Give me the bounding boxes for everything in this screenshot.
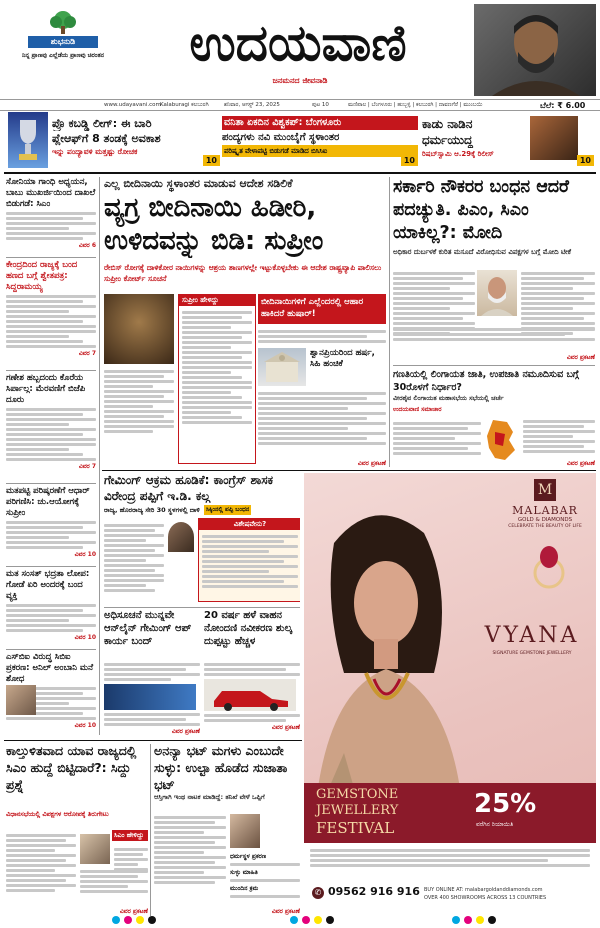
gaming-more[interactable]: ವಿವರ ಪ್ರಕಟಣೆ — [171, 728, 200, 735]
festival-line2: JEWELLERY — [316, 803, 399, 818]
bhat-item: ಧರ್ಮಸ್ಥಳ ಪ್ರಕರಣ — [230, 853, 267, 860]
left-column — [6, 177, 96, 737]
cm-story[interactable] — [6, 742, 148, 918]
actor-portrait — [474, 4, 596, 96]
ed-deck: ರಾಜ್ಯ, ಹೊರರಾಜ್ಯ ಸೇರಿ 30 ಸ್ಥಳಗಳಲ್ಲಿ ದಾಳಿ — [104, 505, 200, 514]
story-more[interactable]: ವಿವರ 10 — [74, 634, 96, 641]
page-count: ಪುಟ 10 — [312, 102, 329, 108]
site-url[interactable]: www.udayavani.com — [104, 102, 161, 108]
left-logo — [8, 8, 118, 94]
divider — [4, 172, 596, 174]
ed-headline: ಗೇಮಿಂಗ್ ಆಕ್ರಮ ಹೂಡಿಕೆ: ಕಾಂಗ್ರೆಸ್ ಶಾಸಕ ವಿರೇಂದ್ರ ಪಪ್ಪಿಗೆ ಇ.ಡಿ. ಕಲ್ಗ — [104, 473, 274, 503]
lead-more[interactable]: ವಿವರ ಪ್ರಕಟಣೆ — [357, 460, 386, 467]
festival-line3: FESTIVAL — [316, 819, 395, 837]
teaser-trophy — [8, 112, 48, 168]
ad-phone[interactable]: 09562 916 916 — [328, 885, 420, 898]
story-headline: ಮತ ಸಂಸತ್ ಭದ್ರತಾ ಲೋಪ: ಗೋಡೆ ಏರಿ ಅಂದರಕ್ಕೆ ಬಂದ ವ್ಯಕ್ತಿ — [6, 569, 90, 601]
lead-deck: ರೇಬಿಸ್ ರೋಗಕ್ಕೆ ದಾಳಿಕೋರ ನಾಯಿಗಳನ್ನು ಆಶ್ರಯ ತಾಣಗಳಲ್ಲೇ ಇಟ್ಟುಕೊಳ್ಳಬೇಕು ಈ ಆದೇಶ ರಾಷ್ಟ್ರವ್ಯಾಪಿ ಪಾಲಿಸಲು ಸುಪ್ರೀಂ ಕೋರ್ಟ್ ಸೂಚನೆ — [104, 263, 382, 283]
bhat-headline: ಅನನ್ಯಾ ಭಟ್ ಮಗಳು ಎಂಬುದೇ ಸುಳ್ಳು: ಉಲ್ಟಾ ಹೊಡೆದ ಸುಜಾತಾ ಭಟ್ — [154, 743, 288, 792]
story-headline: ಮತಪಟ್ಟಿ ಪರಿಷ್ಕರಣೆಗೆ ಆಧಾರ್ ಪರಿಗಣಿಸಿ: ಚು.ಆಯೋಗಕ್ಕೆ ಸುಪ್ರೀಂ — [6, 486, 90, 518]
malabar-ad[interactable] — [304, 473, 596, 913]
bhat-photo — [230, 814, 260, 848]
teaser-sub: ಇನ್ನು ಪಂದ್ಯಾವಳಿ ಮತ್ತಷ್ಟು ರೋಚಕ — [52, 147, 138, 156]
cm-deck: ವಿಧಾನಸಭೆಯಲ್ಲಿ ವಿಪಕ್ಷಗಳ ಆರೋಪಕ್ಕೆ ತಿರುಗೇಟು — [6, 810, 109, 818]
story-more[interactable]: ವಿವರ 7 — [78, 350, 96, 357]
column-rule — [99, 177, 100, 735]
masthead-tagline: ಜನಮನದ ಜೀವನಾಡಿ — [272, 76, 328, 85]
pm-photo — [477, 270, 517, 316]
logo-text: ನಿನ್ನ ಪ್ರಾಣವು ಎಲ್ಲೆಡೆಯ ಪ್ರಾಣವು ಚಿರಂತನ — [22, 52, 104, 59]
ed-story[interactable] — [104, 472, 300, 604]
caste-deck: ವೀರಶೈವ ಲಿಂಗಾಯತ ಮಹಾಸಭೆಯ ಸಭೆಯಲ್ಲಿ ಚರ್ಚೆ — [393, 394, 504, 402]
left-story[interactable] — [6, 652, 96, 737]
teaser-title: ವನಿತಾ ಏಕದಿನ ವಿಶ್ವಕಪ್: ಬೆಂಗಳೂರು — [222, 116, 418, 130]
story-headline: ಸೋನಿಯಾ ಗಾಂಧಿ ಅಧ್ಯಯನ, ಬಾಬು ಮುಖರ್ಜಿಯಿಂದ ದಾಖಲೆ ಬಿಡುಗಡೆ: ಸಿಎಂ — [6, 177, 96, 209]
ad-web[interactable]: BUY ONLINE AT: malabargoldanddiamonds.com — [424, 887, 543, 893]
pm-story[interactable] — [393, 176, 595, 362]
lead-headline: ವ್ಯಗ್ರ ಬೀದಿನಾಯಿ ಹಿಡೀರಿ, ಉಳಿದವನ್ನು ಬಿಡಿ: ಸುಪ್ರೀಂ — [104, 193, 324, 256]
brand-emblem: M — [534, 479, 556, 501]
caste-headline: ಗಣತಿಯಲ್ಲಿ ಲಿಂಗಾಯತ ಜಾತಿ, ಉಪಜಾತಿ ನಮೂದಿಸುವ ಬಗ್ಗೆ 30ರೊಳಗೆ ನಿರ್ಧಾರ? — [393, 369, 579, 393]
lead-story[interactable] — [104, 176, 386, 468]
vehicle-story[interactable] — [204, 609, 300, 737]
logo-caption: ಶುಭನುಡಿ — [28, 36, 98, 48]
price: ಬೆಲೆ: ₹ 6.00 — [540, 101, 586, 110]
vehicle-more[interactable]: ವಿವರ ಪ್ರಕಟಣೆ — [271, 724, 300, 731]
bhat-more[interactable]: ವಿವರ ಪ್ರಕಟಣೆ — [271, 908, 300, 915]
caste-more[interactable]: ವಿವರ ಪ್ರಕಟಣೆ — [566, 460, 595, 467]
teaser-page: 10 — [203, 155, 220, 166]
bhat-deck: ಆಸ್ತಿಗಾಗಿ ಇಂಥ ನಾಟಕ ಮಾಡಿದ್ದೆ: ತನಿಖೆ ವೇಳೆ ಒಪ್ಪಿಗೆ — [154, 793, 265, 801]
masthead-title: ಉದಯವಾಣಿ — [189, 14, 407, 72]
pm-more[interactable]: ವಿವರ ಪ್ರಕಟಣೆ — [566, 354, 595, 361]
teaser-line2: ಪ್ಲೇಆಫ್‌ಗೆ 8 ತಂಡಕ್ಕೆ ಅವಕಾಶ — [52, 132, 161, 145]
lead-subhead: ಬೀದಿನಾಯಿಗಳಿಗೆ ಎಲ್ಲೆಂದರಲ್ಲಿ ಆಹಾರ ಹಾಕಿದರೆ ಹುಷಾರ್! — [258, 294, 386, 324]
brand-block — [500, 479, 590, 529]
cm-more[interactable]: ವಿವರ ಪ್ರಕಟಣೆ — [119, 908, 148, 915]
lead-kicker: ಎಲ್ಲ ಬೀದಿನಾಯಿ ಸ್ಥಳಾಂತರ ಮಾಡುವ ಆದೇಶ ಸಡಿಲಿಕೆ — [104, 177, 293, 190]
story-headline: ಎಸ್‌ಬಿಐ ವಿರುದ್ಧ ಸಿಬಿಐ ಪ್ರಕರಣ: ಅನಿಲ್ ಅಂಬಾನಿ ಮನೆ ಶೋಧ — [6, 652, 94, 684]
brand-line: CELEBRATE THE BEAUTY OF LIFE — [508, 524, 582, 529]
teaser-kabaddi[interactable] — [52, 116, 220, 168]
teaser-film[interactable] — [422, 116, 594, 168]
divider — [393, 365, 595, 366]
pm-deck: ಅಧಿಕಾರ ದುರ್ಬಳಕೆ ಕುರಿತ ಮಸೂದೆ ವಿರೋಧಿಸುವ ವಿಪಕ್ಷಗಳ ಬಗ್ಗೆ ಮೋದಿ ಟೀಕೆ — [393, 248, 572, 256]
mla-photo — [168, 522, 194, 552]
cm-box-title: ಸಿಎಂ ಹೇಳಿದ್ದು — [112, 830, 148, 841]
left-story[interactable] — [6, 486, 96, 564]
teaser-line2: ಧರ್ಮಯುದ್ಧ — [422, 133, 473, 147]
editions-list: ಮಣಿಪಾಲ | ಬೆಂಗಳೂರು | ಹುಬ್ಬಳ್ಳಿ | ಕಲಬುರಗಿ | ದಾವಣಗೆರೆ | ಮುಂಬಯಿ — [348, 102, 483, 108]
teaser-sub: ರಿಷಬ್‌ಸ್ವಾಮಿ ಆ.29ಕ್ಕೆ ರಿಲೀಸ್ — [422, 150, 494, 158]
ed-box — [198, 518, 300, 602]
edition-name: Kalaburagi ಕಲಬುರಗಿ — [160, 102, 209, 108]
column-rule — [389, 177, 390, 467]
person-photo — [6, 685, 36, 715]
teaser-title: ಕಾಡು ನಾಡಿನ — [422, 117, 473, 131]
left-story[interactable] — [6, 373, 96, 481]
phone-icon: ✆ — [312, 887, 324, 899]
cm-headline: ಕಾಲ್ತುಳಿತವಾದ ಯಾವ ರಾಜ್ಯದಲ್ಲಿ ಸಿಎಂ ಹುದ್ದೆ ಬಿಟ್ಟಿದಾರೆ?: ಸಿದ್ದು ಪ್ರಶ್ನೆ — [6, 743, 137, 792]
dog-photo — [104, 294, 174, 364]
ed-box-title: ವಿಶೇಷವೇನು? — [199, 519, 300, 530]
bhat-item: ಸುಳ್ಳು ಮಾಹಿತಿ — [230, 869, 258, 876]
supreme-box-title: ಸುಪ್ರೀಂ ಹೇಳಿದ್ದು — [179, 295, 255, 306]
story-more[interactable]: ವಿವರ 10 — [74, 551, 96, 558]
vehicle-headline: 20 ವರ್ಷ ಹಳೆ ವಾಹನ ನೋಂದಣಿ ನವೀಕರಣ ಶುಲ್ಕ ದುಪ್ಪಟ್ಟು ಹೆಚ್ಚಳ — [204, 610, 293, 647]
side-headline: ಶ್ವಾನಪ್ರಿಯರಿಂದ ಹರ್ಷ, ಸಿಹಿ ಹಂಚಿಕೆ — [310, 348, 375, 369]
teaser-page: 10 — [401, 155, 418, 166]
karnataka-map — [483, 418, 519, 462]
car-photo — [204, 679, 296, 711]
divider — [102, 470, 596, 471]
ad-footer — [304, 843, 596, 913]
left-story[interactable] — [6, 260, 96, 368]
bhat-items — [230, 852, 300, 900]
brand-name: MALABAR — [512, 504, 578, 517]
pm-headline: ಸರ್ಕಾರಿ ನೌಕರರ ಬಂಧನ ಆದರೆ ಪದಚ್ಯುತಿ. ಪಿಎಂ, ಸಿಎಂ ಯಾಕಿಲ್ಲ?: ಮೋದಿ — [393, 177, 570, 243]
caste-story[interactable] — [393, 368, 595, 468]
discount-sub: ವರೆಗಿನ ರಿಯಾಯಿತಿ — [476, 821, 514, 828]
column-rule — [150, 744, 151, 916]
teaser-photo — [530, 116, 578, 160]
divider — [104, 607, 300, 608]
divider — [4, 740, 302, 741]
bhat-item: ಮುಂದಿನ ಕ್ರಮ — [230, 885, 259, 892]
story-more[interactable]: ವಿವರ 7 — [78, 463, 96, 470]
collection-name: VYANA — [484, 623, 580, 648]
festival-band — [304, 783, 596, 843]
discount: 25% — [474, 789, 537, 819]
gaming-story[interactable] — [104, 609, 200, 737]
caste-byline: ಉದಯವಾಣಿ ಸಮಾಚಾರ — [393, 406, 442, 413]
story-headline: ಗಣೇಶ ಹಬ್ಬದಂದು ಕೊರೆಯ ಸಿರ್ಪಾಲ್ಗ: ಮೆರವಣಿಗೆ ಬಿಜೆಪಿ ದೂರು — [6, 373, 86, 405]
story-more[interactable]: ವಿವರ 6 — [78, 242, 96, 249]
phone-photo — [104, 684, 196, 710]
supreme-box — [178, 294, 256, 464]
court-photo — [258, 348, 306, 386]
left-story[interactable] — [6, 569, 96, 647]
gaming-headline: ಅಧಿಸೂಚನೆ ಮುನ್ನವೇ ಆನ್‌ಲೈನ್ ಗೇಮಿಂಗ್ ಆಪ್ ಕಾರ್ಯ ಬಂದ್ — [104, 610, 192, 647]
collection-sub: SIGNATURE GEMSTONE JEWELLERY — [492, 651, 572, 656]
issue-date: ಶನಿವಾರ, ಆಗಸ್ಟ್ 23, 2025 — [224, 102, 280, 108]
story-headline: ಕೇಂದ್ರದಿಂದ ರಾಜ್ಯಕ್ಕೆ ಬಂದ ಹಣದ ಬಗ್ಗೆ ಶ್ವೇತಪತ್ರ: ಸಿದ್ದರಾಮಯ್ಯ — [6, 260, 78, 292]
teaser-title: ಪ್ರೊ ಕಬಡ್ಡಿ ಲೀಗ್: ಈ ಬಾರಿ — [52, 117, 152, 130]
story-more[interactable]: ವಿವರ 10 — [74, 722, 96, 729]
brand-sub: GOLD & DIAMONDS — [517, 517, 573, 523]
left-story[interactable] — [6, 177, 96, 255]
ed-tag: ಸಿಕ್ಕಿಂನಲ್ಲಿ ಪಪ್ಪಿ ಬಂಧನ — [205, 506, 250, 513]
ad-showrooms: OVER 400 SHOWROOMS ACROSS 13 COUNTRIES — [424, 895, 547, 901]
bhat-story[interactable] — [154, 742, 300, 918]
model-figure — [304, 503, 474, 823]
teaser-sub: ಪರಿಷ್ಕೃತ ವೇಳಾಪಟ್ಟಿ ಬಿಡುಗಡೆ ಮಾಡಿದ ಬಿಸಿಸಿಐ — [222, 145, 418, 157]
festival-line1: GEMSTONE — [316, 787, 399, 802]
teaser-line2: ಪಂದ್ಯಗಳು ನವಿ ಮುಂಬೈಗೆ ಸ್ಥಳಾಂತರ — [222, 132, 340, 143]
teaser-cricket[interactable] — [222, 116, 418, 168]
teaser-page: 10 — [577, 155, 594, 166]
ruby-ring — [524, 543, 574, 593]
tree-icon — [48, 10, 78, 34]
info-strip — [0, 99, 600, 111]
